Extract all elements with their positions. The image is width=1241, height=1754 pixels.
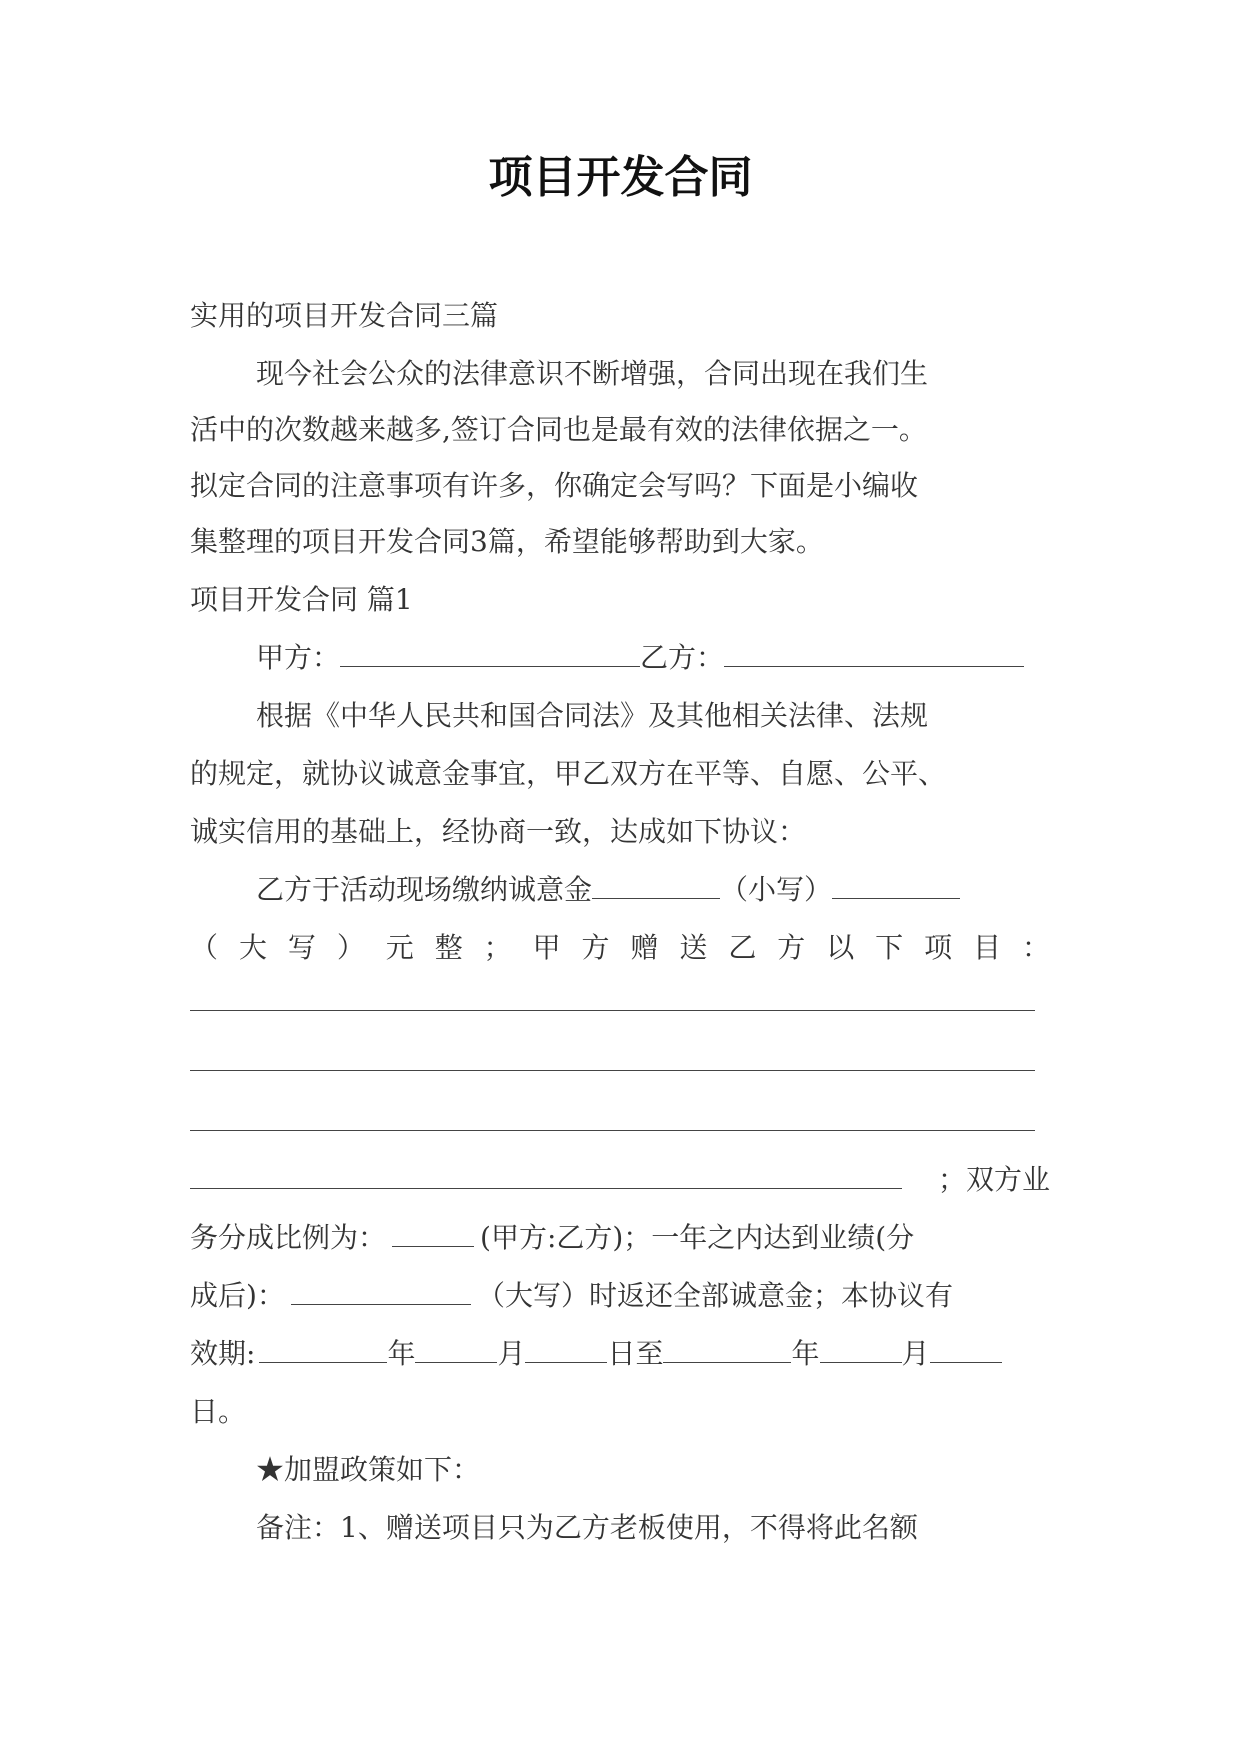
blank-line-2 xyxy=(190,1042,1050,1072)
blank-line-1 xyxy=(190,982,1050,1012)
basis-line-3: 诚实信用的基础上，经协商一致，达成如下协议： xyxy=(190,815,807,848)
share-line-1 xyxy=(190,1160,1050,1200)
spread-word: ； xyxy=(483,931,512,964)
spread-word: 下 xyxy=(875,931,904,964)
share-ratio-blank xyxy=(392,1222,474,1247)
start-year-label: 年 xyxy=(387,1337,416,1370)
deposit-spread-line xyxy=(190,928,1050,968)
spread-word: ： xyxy=(1021,931,1050,964)
deposit-large-blank xyxy=(832,874,960,899)
spread-word: ） xyxy=(336,931,365,964)
end-month-blank xyxy=(820,1338,902,1363)
deposit-line xyxy=(256,870,1050,910)
refund-prefix: 成后)： xyxy=(190,1279,285,1312)
party-b-blank xyxy=(724,642,1024,667)
party-a-label: 甲方： xyxy=(256,641,341,674)
blank-line-3 xyxy=(190,1102,1050,1132)
spread-word: 项 xyxy=(924,931,953,964)
note-line: 备注：1、赠送项目只为乙方老板使用，不得将此名额 xyxy=(256,1511,918,1544)
start-day-blank xyxy=(525,1338,607,1363)
spread-word: 目 xyxy=(973,931,1002,964)
spread-word: 以 xyxy=(826,931,855,964)
spread-word: 赠 xyxy=(630,931,659,964)
spread-word: 写 xyxy=(287,931,316,964)
deposit-prefix: 乙方于活动现场缴纳诚意金 xyxy=(256,873,593,906)
blank-line-4 xyxy=(190,1164,902,1189)
refund-line xyxy=(190,1276,1050,1316)
spread-word: 大 xyxy=(238,931,267,964)
basis-line-1: 根据《中华人民共和国合同法》及其他相关法律、法规 xyxy=(256,699,929,732)
end-year-label: 年 xyxy=(791,1337,820,1370)
basis-line-2: 的规定，就协议诚意金事宜，甲乙双方在平等、自愿、公平、 xyxy=(190,757,947,790)
start-year-blank xyxy=(259,1338,387,1363)
refund-blank xyxy=(291,1280,471,1305)
valid-prefix: 效期: xyxy=(190,1337,256,1370)
deposit-spread-words xyxy=(190,928,1050,968)
day-to-label: 日至 xyxy=(607,1337,664,1370)
policy-heading: ★加盟政策如下： xyxy=(256,1453,481,1486)
spread-word: （ xyxy=(190,931,219,964)
spread-word: 送 xyxy=(679,931,708,964)
intro-line-2: 活中的次数越来越多,签订合同也是最有效的法律依据之一。 xyxy=(190,413,927,446)
document-subtitle: 实用的项目开发合同三篇 xyxy=(190,299,499,332)
spread-word: 元 xyxy=(385,931,414,964)
end-day-blank xyxy=(930,1338,1002,1363)
end-month-label: 月 xyxy=(901,1337,930,1370)
start-month-blank xyxy=(415,1338,497,1363)
share-mid: (甲方:乙方)；一年之内达到业绩(分 xyxy=(480,1221,915,1254)
spread-word: 方 xyxy=(777,931,806,964)
spread-word: 方 xyxy=(581,931,610,964)
deposit-small-label: （小写） xyxy=(720,873,833,906)
start-month-label: 月 xyxy=(497,1337,526,1370)
spread-word: 乙 xyxy=(728,931,757,964)
refund-mid: （大写）时返还全部诚意金；本协议有 xyxy=(476,1279,953,1312)
intro-line-4: 集整理的项目开发合同3篇，希望能够帮助到大家。 xyxy=(190,525,824,558)
spread-word: 整 xyxy=(434,931,463,964)
section-heading: 项目开发合同 篇1 xyxy=(190,583,413,616)
party-b-label: 乙方： xyxy=(640,641,725,674)
document-title: 项目开发合同 xyxy=(488,152,753,203)
validity-end: 日。 xyxy=(190,1395,247,1428)
validity-line xyxy=(190,1334,1050,1374)
parties-line xyxy=(256,638,1050,678)
party-a-blank xyxy=(340,642,640,667)
share-line-end: ；双方业 xyxy=(937,1163,1050,1196)
deposit-small-blank xyxy=(592,874,720,899)
intro-line-1: 现今社会公众的法律意识不断增强，合同出现在我们生 xyxy=(256,357,929,390)
end-year-blank xyxy=(663,1338,791,1363)
share-prefix: 务分成比例为： xyxy=(190,1221,387,1254)
spread-word: 甲 xyxy=(532,931,561,964)
intro-line-3: 拟定合同的注意事项有许多，你确定会写吗？下面是小编收 xyxy=(190,469,919,502)
share-line-2 xyxy=(190,1218,1050,1258)
